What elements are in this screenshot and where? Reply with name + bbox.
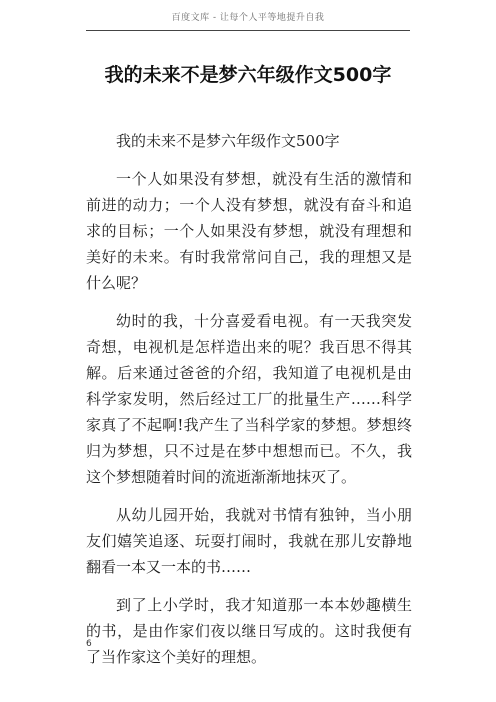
paragraph-4: 到了上小学时，我才知道那一本本妙趣横生的书，是由作家们夜以继日写成的。这时我便有了当作家这个美好的理想。 — [86, 596, 412, 666]
page-number: 6 — [86, 639, 92, 649]
paragraph-1: 一个人如果没有梦想，就没有生活的激情和前进的动力；一个人没有梦想，就没有奋斗和追求的目标；一个人如果没有梦想，就没有理想和美好的未来。有时我常常问自己，我的理想又是什么呢？ — [86, 170, 412, 292]
paragraph-3: 从幼儿园开始，我就对书情有独钟，当小朋友们嬉笑追逐、玩耍打闹时，我就在那儿安静地翻看一本又一本的书…… — [86, 506, 412, 576]
paragraph-2: 幼时的我，十分喜爱看电视。有一天我突发奇想，电视机是怎样造出来的呢？我百思不得其解。后来通过爸爸的介绍，我知道了电视机是由科学家发明，然后经过工厂的批量生产……科学家真了不起啊!我产生了当科学家的梦想。梦想终归为梦想，只不过是在梦中想想而已。不久，我这个梦想随着时间的流逝渐渐地抹灭了。 — [86, 312, 412, 486]
document-title: 我的未来不是梦六年级作文500字 — [104, 64, 392, 86]
header-watermark: 百度文库 - 让每个人平等地提升自我 — [171, 13, 325, 23]
document-body — [86, 128, 412, 682]
header-divider — [86, 30, 410, 31]
document-subtitle: 我的未来不是梦六年级作文500字 — [116, 132, 340, 150]
